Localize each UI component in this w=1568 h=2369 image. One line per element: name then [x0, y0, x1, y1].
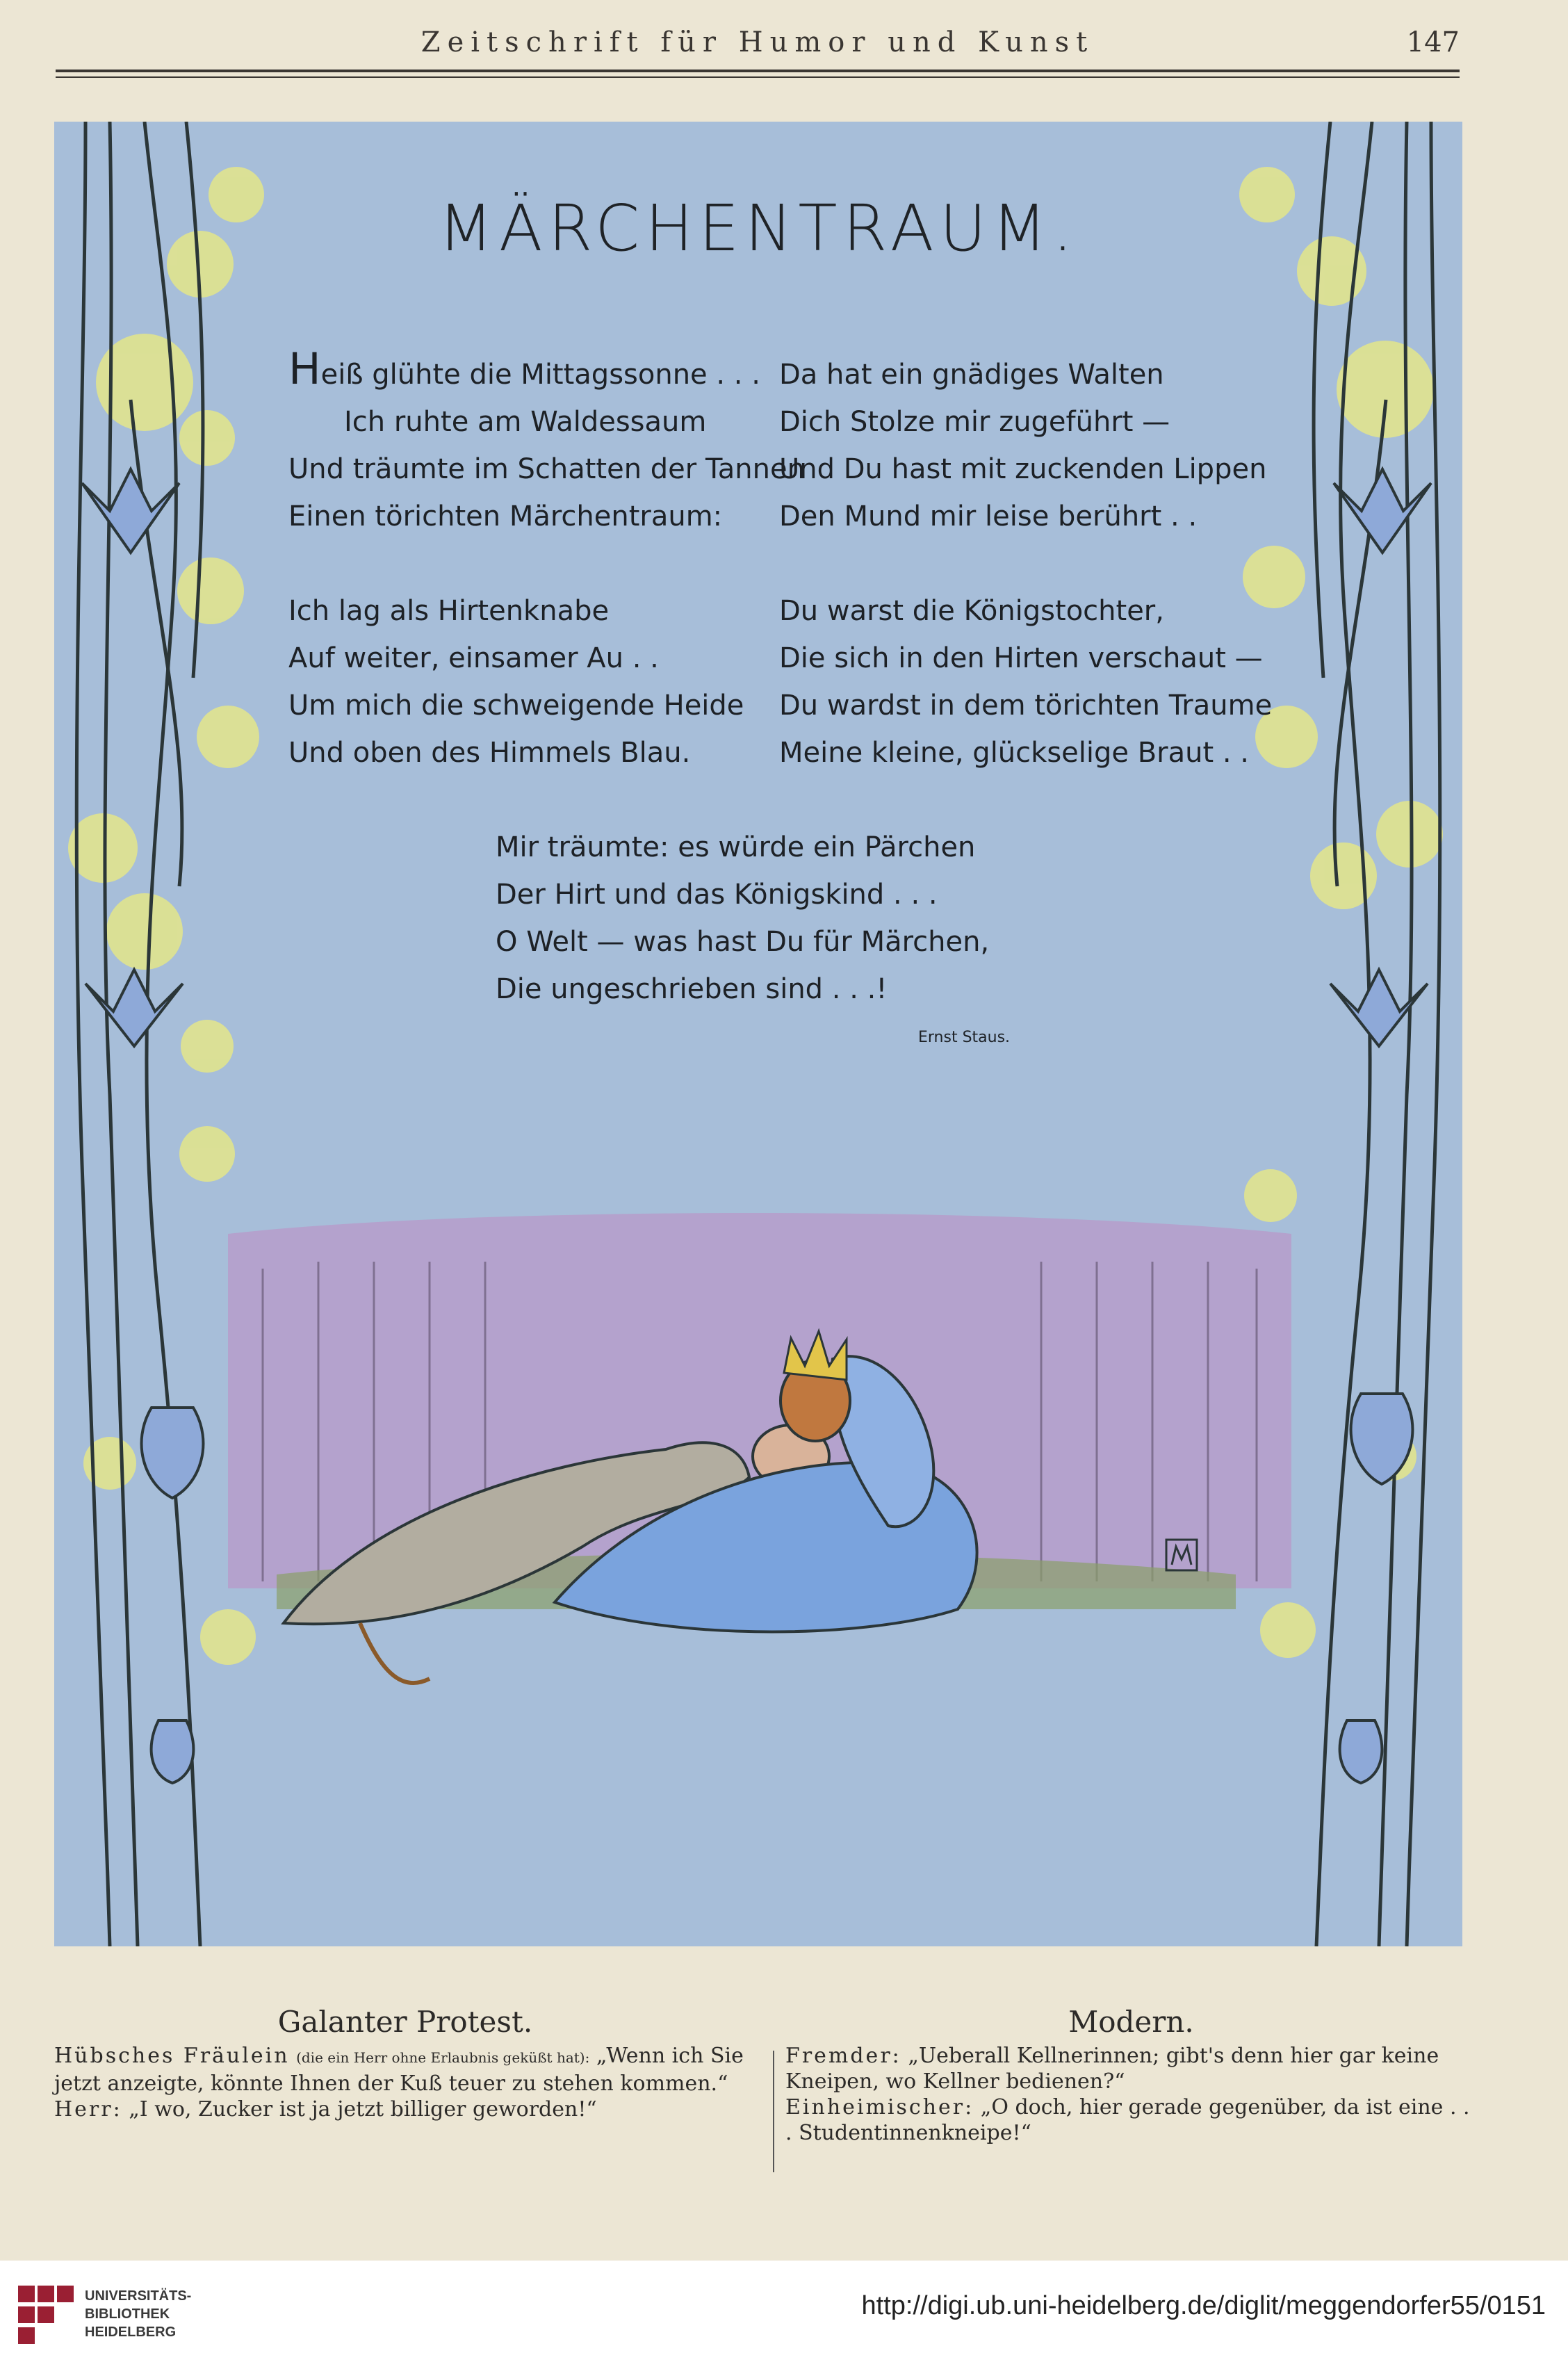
anecdote-title: Galanter Protest. [277, 2005, 533, 2039]
column-divider [773, 2051, 774, 2172]
poem-line: Meine kleine, glückselige Braut . . [779, 737, 1249, 769]
stanza-final [496, 824, 989, 1013]
anecdote-modern [785, 2005, 1477, 2146]
dialogue-text: „O doch, hier gerade gegenüber, da ist eine . . . Studentinnenkneipe!“ [785, 2095, 1470, 2145]
anecdote-line [54, 2097, 756, 2122]
poem-line: Den Mund mir leise berührt . . [779, 500, 1198, 532]
header-rule-thin [56, 76, 1460, 78]
drop-cap: H [288, 343, 321, 394]
poem-line: Heiß glühte die Mittagssonne . . . [288, 343, 760, 394]
library-name: UNIVERSITÄTS- BIBLIOTHEK HEIDELBERG [85, 2288, 192, 2340]
poem-title: MÄRCHENTRAUM. [438, 191, 1079, 266]
poem-line: Auf weiter, einsamer Au . . [288, 642, 659, 674]
anecdote-line [785, 2043, 1477, 2094]
page-number: 147 [1406, 26, 1460, 58]
speaker-name: Einheimischer: [785, 2095, 974, 2119]
journal-title: Zeitschrift für Humor und Kunst [420, 26, 1095, 58]
illustrated-plate [54, 122, 1462, 1946]
university-library-logo-icon [18, 2286, 74, 2345]
speaker-name: Hübsches Fräulein [54, 2044, 290, 2068]
dialogue-text: „Wenn ich Sie jetzt anzeigte, könnte Ihnen der Kuß teuer zu stehen kommen.“ [54, 2044, 744, 2096]
anecdote-title: Modern. [1068, 2005, 1194, 2039]
poem-line: Und Du hast mit zuckenden Lippen [779, 453, 1267, 485]
poem-line: Ich ruhte am Waldessaum [344, 406, 707, 438]
poem-line: Die sich in den Hirten verschaut — [779, 642, 1263, 674]
dialogue-text: „I wo, Zucker ist ja jetzt billiger geworden!“ [129, 2097, 597, 2122]
speaker-name: Fremder: [785, 2044, 901, 2068]
stanza-left-1 [288, 343, 805, 540]
stanza-right-1 [779, 351, 1266, 540]
poem-line: Du warst die Königstochter, [779, 595, 1164, 627]
poem-line: O Welt — was hast Du für Märchen, [496, 926, 990, 958]
library-footer [0, 2261, 1568, 2369]
anecdote-line [785, 2094, 1477, 2146]
poem-line: Mir träumte: es würde ein Pärchen [496, 831, 976, 863]
poem-line: Einen törichten Märchentraum: [288, 500, 723, 532]
stanza-left-2 [288, 587, 744, 776]
anecdote-line [54, 2043, 756, 2097]
poem-line: Die ungeschrieben sind . . .! [496, 973, 888, 1005]
poem-line: Ich lag als Hirtenknabe [288, 595, 610, 627]
poem-line: Und träumte im Schatten der Tannen [288, 453, 805, 485]
source-url-link[interactable]: http://digi.ub.uni-heidelberg.de/diglit/meggendorfer55/0151 [861, 2291, 1546, 2320]
page-header [56, 21, 1460, 63]
poem-line: Dich Stolze mir zugeführt — [779, 406, 1170, 438]
anecdote-galanter-protest [54, 2005, 756, 2122]
poem-line: Und oben des Himmels Blau. [288, 737, 691, 769]
stage-direction: (die ein Herr ohne Erlaubnis geküßt hat): [296, 2049, 590, 2066]
dialogue-text: „Ueberall Kellnerinnen; gibt's denn hier gar keine Kneipen, wo Kellner bedienen?“ [785, 2044, 1439, 2094]
poem-line: Der Hirt und das Königskind . . . [496, 879, 938, 911]
header-rule [56, 70, 1460, 72]
poem-author: Ernst Staus. [918, 1029, 1011, 1046]
stanza-right-2 [779, 587, 1272, 776]
poem-line: Da hat ein gnädiges Walten [779, 359, 1164, 391]
poem-line: Um mich die schweigende Heide [288, 690, 744, 722]
speaker-name: Herr: [54, 2097, 122, 2122]
poem-line: Du wardst in dem törichten Traume [779, 690, 1273, 722]
